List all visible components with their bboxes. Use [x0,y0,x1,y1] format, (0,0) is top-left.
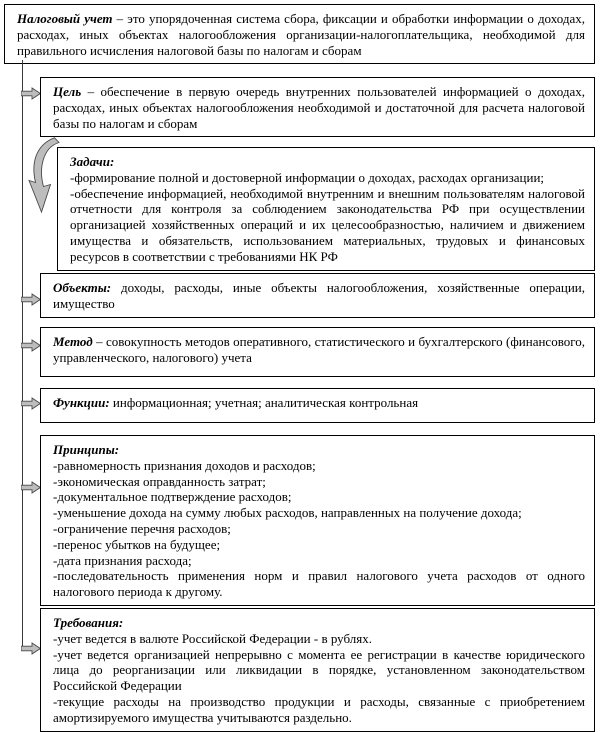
functions-label: Функции: [53,395,110,410]
list-item: -ограничение перечня расходов; [53,520,231,536]
list-item: -формирование полной и достоверной информации о доходах, расходах организации; [70,169,545,185]
list-item: -учет ведется организацией непрерывно с момента ее регистрации в качестве юридического лица до реорганизации или ликвидации в порядке, установленном законодательством Российской Федерации [53,646,585,694]
method-box [40,327,595,377]
list-item: -дата признания расхода; [53,552,192,568]
list-item: -учет ведется в валюте Российской Федерации - в рублях. [53,630,373,646]
list-item: -уменьшение дохода на сумму любых расходов, направленных на получение дохода; [53,505,522,521]
tasks-label: Задачи: [70,154,115,169]
method-text: – совокупность методов оперативного, статистического и бухгалтерского (финансового, управленческого, налогового) учета [53,334,586,365]
objects-text: доходы, расходы, иные объекты налогообложения, хозяйственные операции, имущество [53,280,586,311]
list-item: -экономическая оправданность затрат; [53,473,266,489]
list-item: -обеспечение информацией, необходимой внутренним и внешним пользователям налоговой отчетности для контроля за соблюдением законодательства РФ при осуществлении организацией хозяйственных операций и их целесообразностью, наличием и движением имущества и обязательств, использованием материальных, трудовых и финансовых ресурсов в соответствии с требованиями НК РФ [70,185,585,264]
list-item: -последовательность применения норм и правил налогового учета расходов от одного налогового периода к другому. [53,568,585,600]
right-block-arrow-icon [21,642,41,655]
functions-box [40,388,595,423]
goal-text: – обеспечение в первую очередь внутренних пользователей информацией о доходах, расходах, иных объектах налогообложения необходимой и достаточной для расчета налоговой базы по налогам и сборам [53,84,586,131]
goal-label: Цель [53,84,82,99]
right-block-arrow-icon [21,481,41,494]
right-block-arrow-icon [21,339,41,352]
list-item: -текущие расходы на производство продукции и расходы, связанные с приобретением амортизируемого имущества учитываются раздельно. [53,693,585,725]
objects-label: Объекты: [53,280,112,295]
requirements-box [40,608,595,732]
list-item: -документальное подтверждение расходов; [53,489,292,505]
tasks-box [57,147,595,271]
principles-box [40,435,595,606]
goal-box [40,77,595,137]
right-block-arrow-icon [21,397,41,410]
definition-term: Налоговый учет [17,11,113,26]
list-item: -перенос убытков на будущее; [53,536,221,552]
right-block-arrow-icon [21,293,41,306]
definition-text: – это упорядоченная система сбора, фиксации и обработки информации о доходах, расходах, иных объектах налогообложения организации-налогоплательщика, необходимой для правильного исчисления налоговой базы по налогам и сборам [17,11,585,58]
functions-text: информационная; учетная; аналитическая контрольная [112,395,419,410]
curved-down-arrow-icon [26,137,60,217]
objects-box [40,273,595,318]
method-label: Метод [53,334,93,349]
list-item: -равномерность признания доходов и расходов; [53,457,316,473]
right-block-arrow-icon [21,87,41,100]
requirements-label: Требования: [53,615,124,630]
definition-box [4,4,595,64]
connector-line [22,60,23,649]
principles-label: Принципы: [53,442,120,457]
